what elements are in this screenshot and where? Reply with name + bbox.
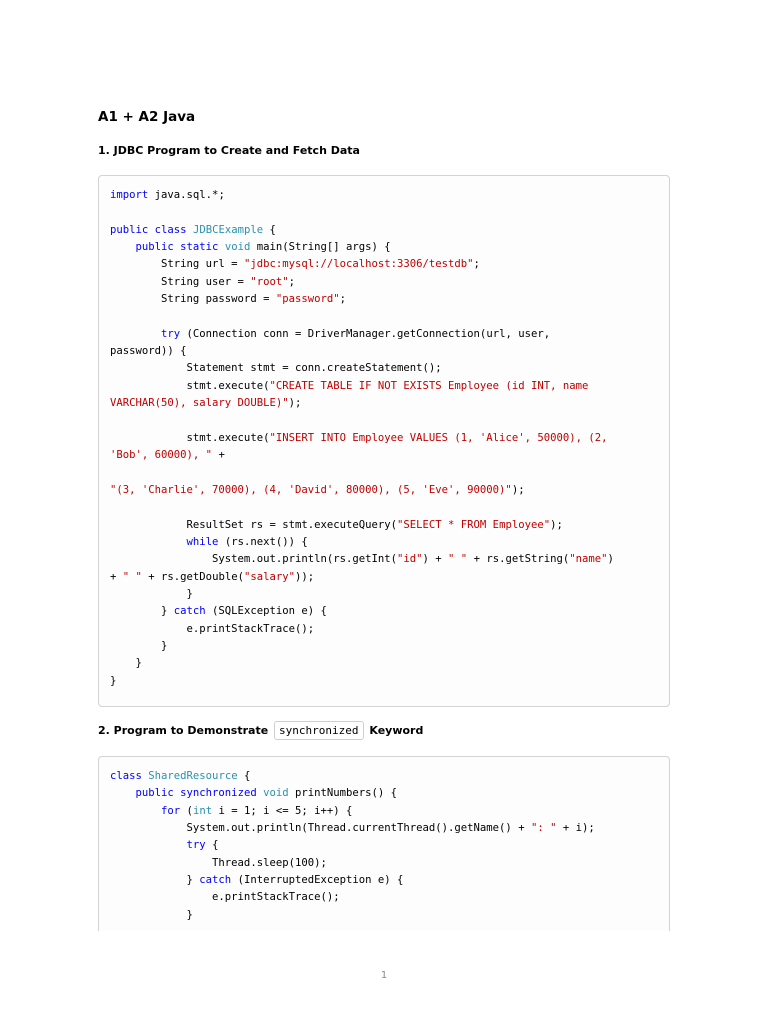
code-token: try — [161, 327, 181, 340]
code-line — [110, 820, 658, 837]
code-line — [110, 204, 658, 221]
code-token: public synchronized — [135, 787, 257, 800]
code-token: Thread.sleep(100); — [110, 856, 327, 869]
code-line — [110, 837, 658, 854]
code-token: (rs.next()) { — [218, 535, 308, 548]
code-token: ); — [550, 518, 563, 531]
code-token: for — [161, 804, 181, 817]
code-token: stmt.execute( — [110, 431, 270, 444]
code-line — [110, 569, 658, 586]
code-token: ; — [473, 258, 480, 271]
code-line — [110, 187, 658, 204]
code-token: (InterruptedException e) { — [231, 874, 404, 887]
code-token: System.out.println(Thread.currentThread().getName() + — [110, 822, 531, 835]
code-line — [110, 360, 658, 377]
code-token — [110, 839, 187, 851]
code-line — [110, 586, 658, 603]
code-line — [110, 855, 658, 872]
code-token: "password" — [275, 293, 340, 306]
code-token: } — [110, 605, 174, 618]
code-token: (Connection conn = DriverManager.getConnection(url, user, — [180, 327, 551, 340]
code-line — [110, 412, 658, 429]
code-line — [110, 499, 658, 516]
code-line — [110, 551, 658, 568]
code-line — [110, 785, 658, 802]
code-token: + rs.getDouble( — [141, 570, 244, 583]
code-token: "id" — [397, 553, 423, 566]
code-token: while — [186, 535, 219, 548]
section-heading-jdbc: 1. JDBC Program to Create and Fetch Data — [98, 144, 360, 157]
code-line — [110, 308, 658, 325]
code-token: " " — [448, 553, 468, 566]
code-token: main(String[] args) { — [250, 241, 391, 254]
code-token: "jdbc:mysql://localhost:3306/testdb" — [243, 258, 474, 271]
code-line — [110, 256, 658, 273]
code-line — [110, 222, 658, 239]
page-number: 1 — [380, 970, 388, 981]
code-token: catch — [173, 605, 206, 618]
code-token: ": " — [530, 822, 557, 835]
code-token: i = 1; i <= 5; i++) { — [212, 804, 353, 817]
code-line — [110, 465, 658, 482]
code-line — [110, 603, 658, 620]
code-token: public static — [135, 241, 219, 254]
code-line — [110, 291, 658, 308]
code-token: ); — [511, 483, 525, 496]
code-token: ; — [288, 275, 295, 288]
code-block-synchronized — [98, 756, 670, 931]
code-token: + — [212, 449, 225, 462]
code-token: + rs.getString( — [467, 553, 570, 566]
code-line — [110, 239, 658, 256]
code-token: ResultSet rs = stmt.executeQuery( — [110, 518, 398, 531]
code-token — [110, 805, 161, 817]
code-line — [110, 638, 658, 655]
code-token: } — [110, 587, 193, 600]
code-token: password)) { — [110, 345, 187, 358]
code-token: "(3, 'Charlie', 70000), (4, 'David', 80000), (5, 'Eve', 90000)" — [110, 483, 512, 496]
code-token: public class — [110, 223, 187, 236]
code-token: 'Bob', 60000), " — [110, 449, 213, 462]
code-token — [110, 536, 187, 548]
code-token — [110, 787, 136, 799]
document-title: A1 + A2 Java — [98, 109, 196, 125]
code-token: JDBCExample — [192, 223, 264, 236]
code-line — [110, 803, 658, 820]
code-token: e.printStackTrace(); — [110, 622, 315, 635]
code-token: " " — [122, 570, 142, 583]
code-token: catch — [199, 874, 232, 887]
code-line — [110, 872, 658, 889]
code-token: e.printStackTrace(); — [110, 891, 340, 904]
code-line — [110, 482, 658, 499]
code-token: "root" — [250, 275, 289, 288]
code-token: System.out.println(rs.getInt( — [110, 553, 398, 566]
code-token: { — [263, 223, 276, 236]
code-line — [110, 430, 658, 447]
code-token: "SELECT * FROM Employee" — [397, 518, 551, 531]
code-token: class — [110, 770, 142, 782]
code-token — [110, 328, 161, 340]
code-token: } — [110, 639, 168, 652]
code-token: "salary" — [243, 570, 295, 583]
code-token: "name" — [569, 553, 608, 566]
code-token: stmt.execute( — [110, 379, 270, 392]
code-token: void — [224, 241, 251, 254]
code-token: String user = — [110, 275, 251, 288]
code-token: "CREATE TABLE IF NOT EXISTS Employee (id INT, name — [269, 379, 589, 392]
code-token: String password = — [110, 293, 276, 306]
code-token: } — [110, 657, 142, 670]
code-token: java.sql.*; — [148, 189, 225, 201]
code-line — [110, 889, 658, 906]
code-token: int — [192, 804, 213, 817]
code-token: ); — [288, 397, 302, 410]
code-token: )); — [295, 570, 315, 583]
code-line — [110, 274, 658, 291]
code-token: String url = — [110, 258, 244, 271]
code-block-jdbc — [98, 175, 670, 707]
code-token: (SQLException e) { — [205, 605, 327, 618]
code-token: ( — [180, 804, 193, 817]
heading-text-before: 2. Program to Demonstrate — [98, 724, 269, 737]
code-token: try — [186, 839, 206, 852]
code-token: "INSERT INTO Employee VALUES (1, 'Alice', 50000), (2, — [269, 431, 608, 444]
code-token: SharedResource — [148, 770, 238, 782]
code-token: void — [263, 787, 289, 800]
code-line — [110, 534, 658, 551]
code-token: VARCHAR(50), salary DOUBLE)" — [110, 397, 289, 410]
code-token — [110, 241, 136, 253]
code-token: Statement stmt = conn.createStatement(); — [110, 362, 442, 375]
code-token: { — [237, 770, 251, 782]
code-token: ) + — [422, 553, 449, 566]
code-line — [110, 907, 658, 924]
code-token: import — [110, 189, 149, 201]
code-line — [110, 655, 658, 672]
code-line — [110, 621, 658, 638]
inline-code-synchronized: synchronized — [274, 721, 363, 740]
code-line — [110, 378, 658, 395]
code-token: } — [110, 874, 200, 887]
code-token: } — [110, 674, 117, 687]
code-token: printNumbers() { — [288, 787, 398, 800]
code-line — [110, 447, 658, 464]
code-line — [110, 326, 658, 343]
code-token: ) — [607, 553, 614, 566]
code-line — [110, 517, 658, 534]
code-line — [110, 673, 658, 690]
section-heading-synchronized — [98, 723, 423, 739]
code-line — [110, 343, 658, 360]
code-token: + i); — [556, 822, 595, 835]
code-token: ; — [339, 293, 346, 306]
heading-text-after: Keyword — [369, 724, 424, 737]
code-token: + — [110, 570, 123, 583]
code-token: { — [205, 839, 219, 852]
code-token: } — [110, 908, 193, 921]
code-line — [110, 768, 658, 785]
code-line — [110, 395, 658, 412]
